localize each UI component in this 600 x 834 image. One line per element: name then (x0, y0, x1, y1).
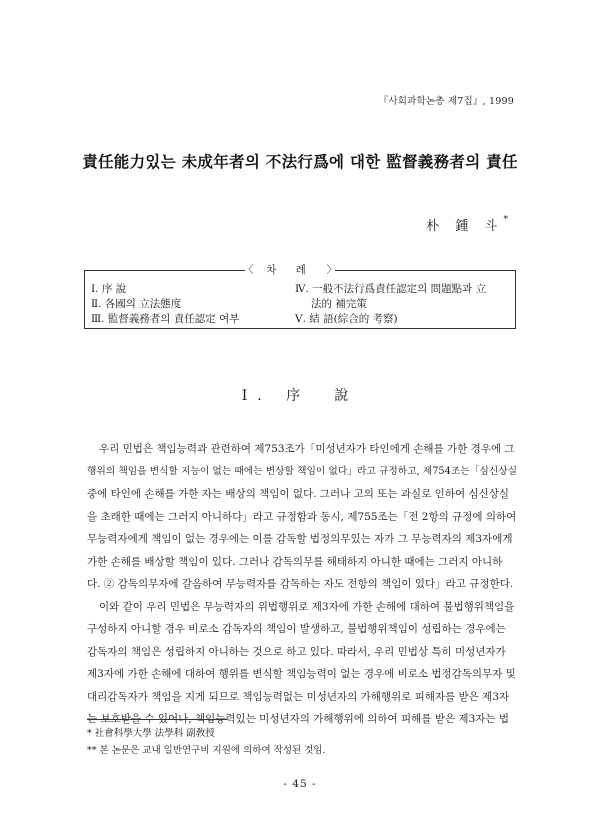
footnote: * 社會科學大學 法學科 副敎授 (87, 728, 215, 739)
toc-item: Ⅲ. 監督義務者의 責任認定 여부 (91, 313, 240, 325)
section-heading: Ⅰ. 序 說 (241, 388, 359, 404)
footnote: ** 본 논문은 교내 일반연구비 지원에 의하여 작성된 것임. (87, 745, 326, 756)
body-line: 행위의 책임을 변식할 지능이 없는 때에는 변상할 책임이 없다」라고 규정하고, 제754조는「심신상실 (87, 465, 518, 477)
body-line: 중에 타인에 손해를 가한 자는 배상의 책임이 없다. 그러나 고의 또는 과실로 인하여 심신상실 (87, 488, 510, 500)
author-name: 朴 鍾 斗 (426, 219, 504, 234)
body-line: 구성하지 아니할 경우 비로소 감독자의 책임이 발생하고, 불법행위책임이 성립하는 경우에는 (87, 623, 506, 635)
author-footnote-mark: * (503, 214, 508, 225)
toc-right-column (295, 282, 486, 327)
journal-header: 『사회과학논총 제7집』, 1999 (378, 96, 514, 107)
body-line: 가한 손해를 배상할 책임이 있다. 그러나 감독의무를 해태하지 아니한 때에는 그러지 아니하 (87, 555, 503, 568)
toc-item: Ⅴ. 結 語(綜合的 考察) (295, 313, 398, 325)
toc-item-continuation: 法的 補完策 (311, 298, 367, 310)
footnote-divider (87, 719, 227, 720)
body-line: 을 초래한 때에는 그러지 아니하다」라고 규정함과 동시, 제755조는「전 2항의 규정에 의하여 (87, 510, 517, 523)
toc-item: Ⅰ. 序 說 (91, 283, 127, 295)
body-line: 제3자에 가한 손해에 대하여 행위를 변식할 책임능력이 없는 경우에 비로소 법정감독의무자 및 (87, 668, 516, 680)
toc-item: Ⅱ. 各國의 立法態度 (91, 298, 182, 310)
toc-left-column (91, 282, 239, 327)
body-text (87, 438, 517, 731)
body-line: 다. ② 감독의무자에 갈음하여 무능력자를 감독하는 자도 전항의 책임이 있다」라고 규정한다. (87, 578, 514, 590)
body-line: 감독자의 책임은 성립하지 아니하는 것으로 하고 있다. 따라서, 우리 민법상 특히 미성년자가 (87, 645, 506, 658)
body-line: 무능력자에게 책임이 없는 경우에는 이를 감독할 법정의무있는 자가 그 무능력자의 제3자에게 (87, 533, 513, 545)
author (426, 215, 508, 234)
page-number: - 45 - (283, 778, 317, 790)
footnotes (87, 725, 326, 759)
body-line: 대리감독자가 책임을 지게 되므로 책임능력없는 미성년자의 가해행위로 피해자를 받은 제3자 (87, 690, 510, 703)
paper-title: 責任能力있는 未成年者의 不法行爲에 대한 監督義務者의 責任 (82, 152, 518, 171)
toc-item: Ⅳ. 一般不法行爲責任認定의 問題點과 立 (295, 283, 487, 295)
body-line: 이와 같이 우리 민법은 무능력자의 위법행위로 제3자에 가한 손해에 대하여 불법행위책임을 (99, 600, 515, 613)
toc-heading: 〈 차 례 〉 (245, 262, 335, 278)
table-of-contents (84, 264, 516, 329)
body-line: 는 보호받을 수 있어나, 책임능력있는 미성년자의 가해행위에 의하여 피해를 받은 제3자는 법 (87, 713, 510, 725)
body-line: 우리 민법은 책임능력과 관련하여 제753조가「미성년자가 타인에게 손해를 가한 경우에 그 (99, 443, 515, 455)
